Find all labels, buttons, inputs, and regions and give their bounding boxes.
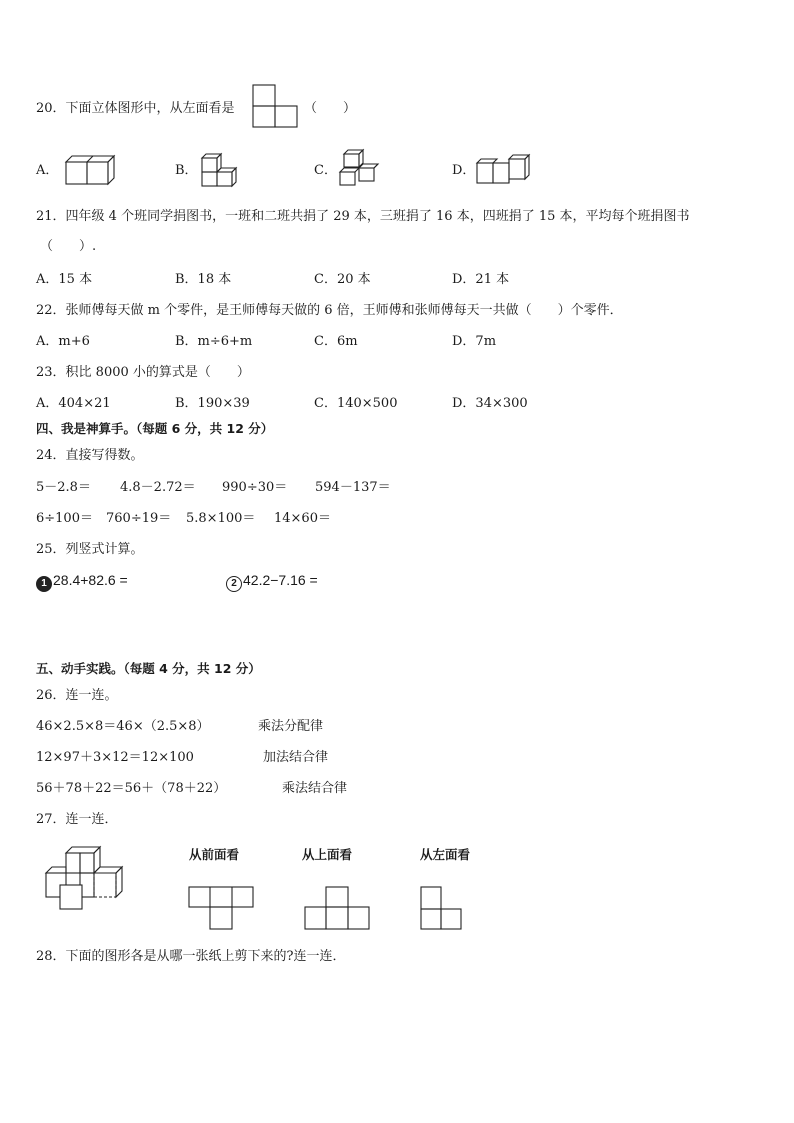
q22-option-a: A．m+6 bbox=[36, 334, 90, 349]
q27-view-front-figure bbox=[188, 886, 254, 932]
q24-r1-c2: 4.8－2.72＝ bbox=[120, 480, 196, 495]
q21-option-c: C．20 本 bbox=[314, 272, 371, 287]
q20-option-b-cubes bbox=[198, 150, 242, 190]
q20-option-b-label: B． bbox=[175, 163, 198, 178]
q24-r2-c1: 6÷100＝ bbox=[36, 511, 93, 526]
section-5-heading: 五、动手实践。（每题 4 分，共 12 分） bbox=[36, 661, 261, 676]
q21-stem-paren: （ ）. bbox=[40, 239, 97, 254]
q20-option-d-label: D． bbox=[452, 163, 476, 178]
q23-stem: 23．积比 8000 小的算式是（ ） bbox=[36, 365, 250, 380]
q20-option-d-cubes bbox=[475, 153, 535, 187]
q27-view-top-figure bbox=[304, 886, 370, 932]
q23-option-b: B．190×39 bbox=[175, 396, 250, 411]
q23-option-c: C．140×500 bbox=[314, 396, 398, 411]
q20-option-c-label: C． bbox=[314, 163, 337, 178]
q20-paren: （ ） bbox=[304, 101, 357, 116]
q21-option-d: D．21 本 bbox=[452, 272, 510, 287]
q23-option-a: A．404×21 bbox=[36, 396, 111, 411]
q26-left-1: 46×2.5×8＝46×（2.5×8） bbox=[36, 719, 210, 734]
q24-r2-c4: 14×60＝ bbox=[274, 511, 331, 526]
q21-option-a: A．15 本 bbox=[36, 272, 93, 287]
q20-stem: 20．下面立体图形中，从左面看是 bbox=[36, 101, 235, 116]
q26-left-2: 12×97＋3×12＝12×100 bbox=[36, 750, 194, 765]
q22-option-b: B．m÷6+m bbox=[175, 334, 253, 349]
q24-r1-c1: 5－2.8＝ bbox=[36, 480, 91, 495]
q24-stem: 24．直接写得数。 bbox=[36, 448, 144, 463]
q27-stem: 27．连一连． bbox=[36, 812, 118, 827]
q27-view-left-label: 从左面看 bbox=[420, 847, 471, 862]
section-4-heading: 四、我是神算手。（每题 6 分，共 12 分） bbox=[36, 421, 274, 436]
q25-item-1 bbox=[36, 572, 128, 592]
q25-item-2 bbox=[226, 572, 318, 592]
q28-stem: 28．下面的图形各是从哪一张纸上剪下来的?连一连． bbox=[36, 949, 346, 964]
q26-left-3: 56＋78＋22＝56＋（78＋22） bbox=[36, 781, 227, 796]
q20-left-view-figure bbox=[252, 84, 298, 130]
q22-option-c: C．6m bbox=[314, 334, 358, 349]
q27-view-front-label: 从前面看 bbox=[189, 847, 240, 862]
q20-option-a-cubes bbox=[62, 150, 118, 188]
q23-option-d: D．34×300 bbox=[452, 396, 528, 411]
q26-right-3: 乘法结合律 bbox=[282, 781, 348, 796]
q21-stem: 21．四年级 4 个班同学捐图书，一班和二班共捐了 29 本，三班捐了 16 本，四班捐了 15 本，平均每个班捐图书 bbox=[36, 209, 690, 224]
q24-r1-c3: 990÷30＝ bbox=[222, 480, 288, 495]
q20-option-a-label: A． bbox=[36, 163, 59, 178]
q26-right-2: 加法结合律 bbox=[263, 750, 329, 765]
q27-view-top-label: 从上面看 bbox=[302, 847, 353, 862]
q24-r1-c4: 594－137＝ bbox=[315, 480, 391, 495]
q24-r2-c2: 760÷19＝ bbox=[106, 511, 172, 526]
q22-option-d: D．7m bbox=[452, 334, 497, 349]
circled-number-2: 2 bbox=[226, 576, 242, 592]
circled-number-1: 1 bbox=[36, 576, 52, 592]
q24-r2-c3: 5.8×100＝ bbox=[186, 511, 256, 526]
q27-cube-stack bbox=[42, 845, 126, 911]
q25-item-1-expr: 28.4+82.6 = bbox=[53, 572, 128, 588]
q27-view-left-figure bbox=[420, 886, 464, 932]
q22-stem: 22．张师傅每天做 m 个零件，是王师傅每天做的 6 倍，王师傅和张师傅每天一共做（ ）个零件． bbox=[36, 303, 623, 318]
q26-right-1: 乘法分配律 bbox=[258, 719, 324, 734]
q21-option-b: B．18 本 bbox=[175, 272, 232, 287]
q25-item-2-expr: 42.2−7.16 = bbox=[243, 572, 318, 588]
q26-stem: 26．连一连。 bbox=[36, 688, 118, 703]
q20-option-c-cubes bbox=[336, 148, 380, 190]
q25-stem: 25．列竖式计算。 bbox=[36, 542, 144, 557]
